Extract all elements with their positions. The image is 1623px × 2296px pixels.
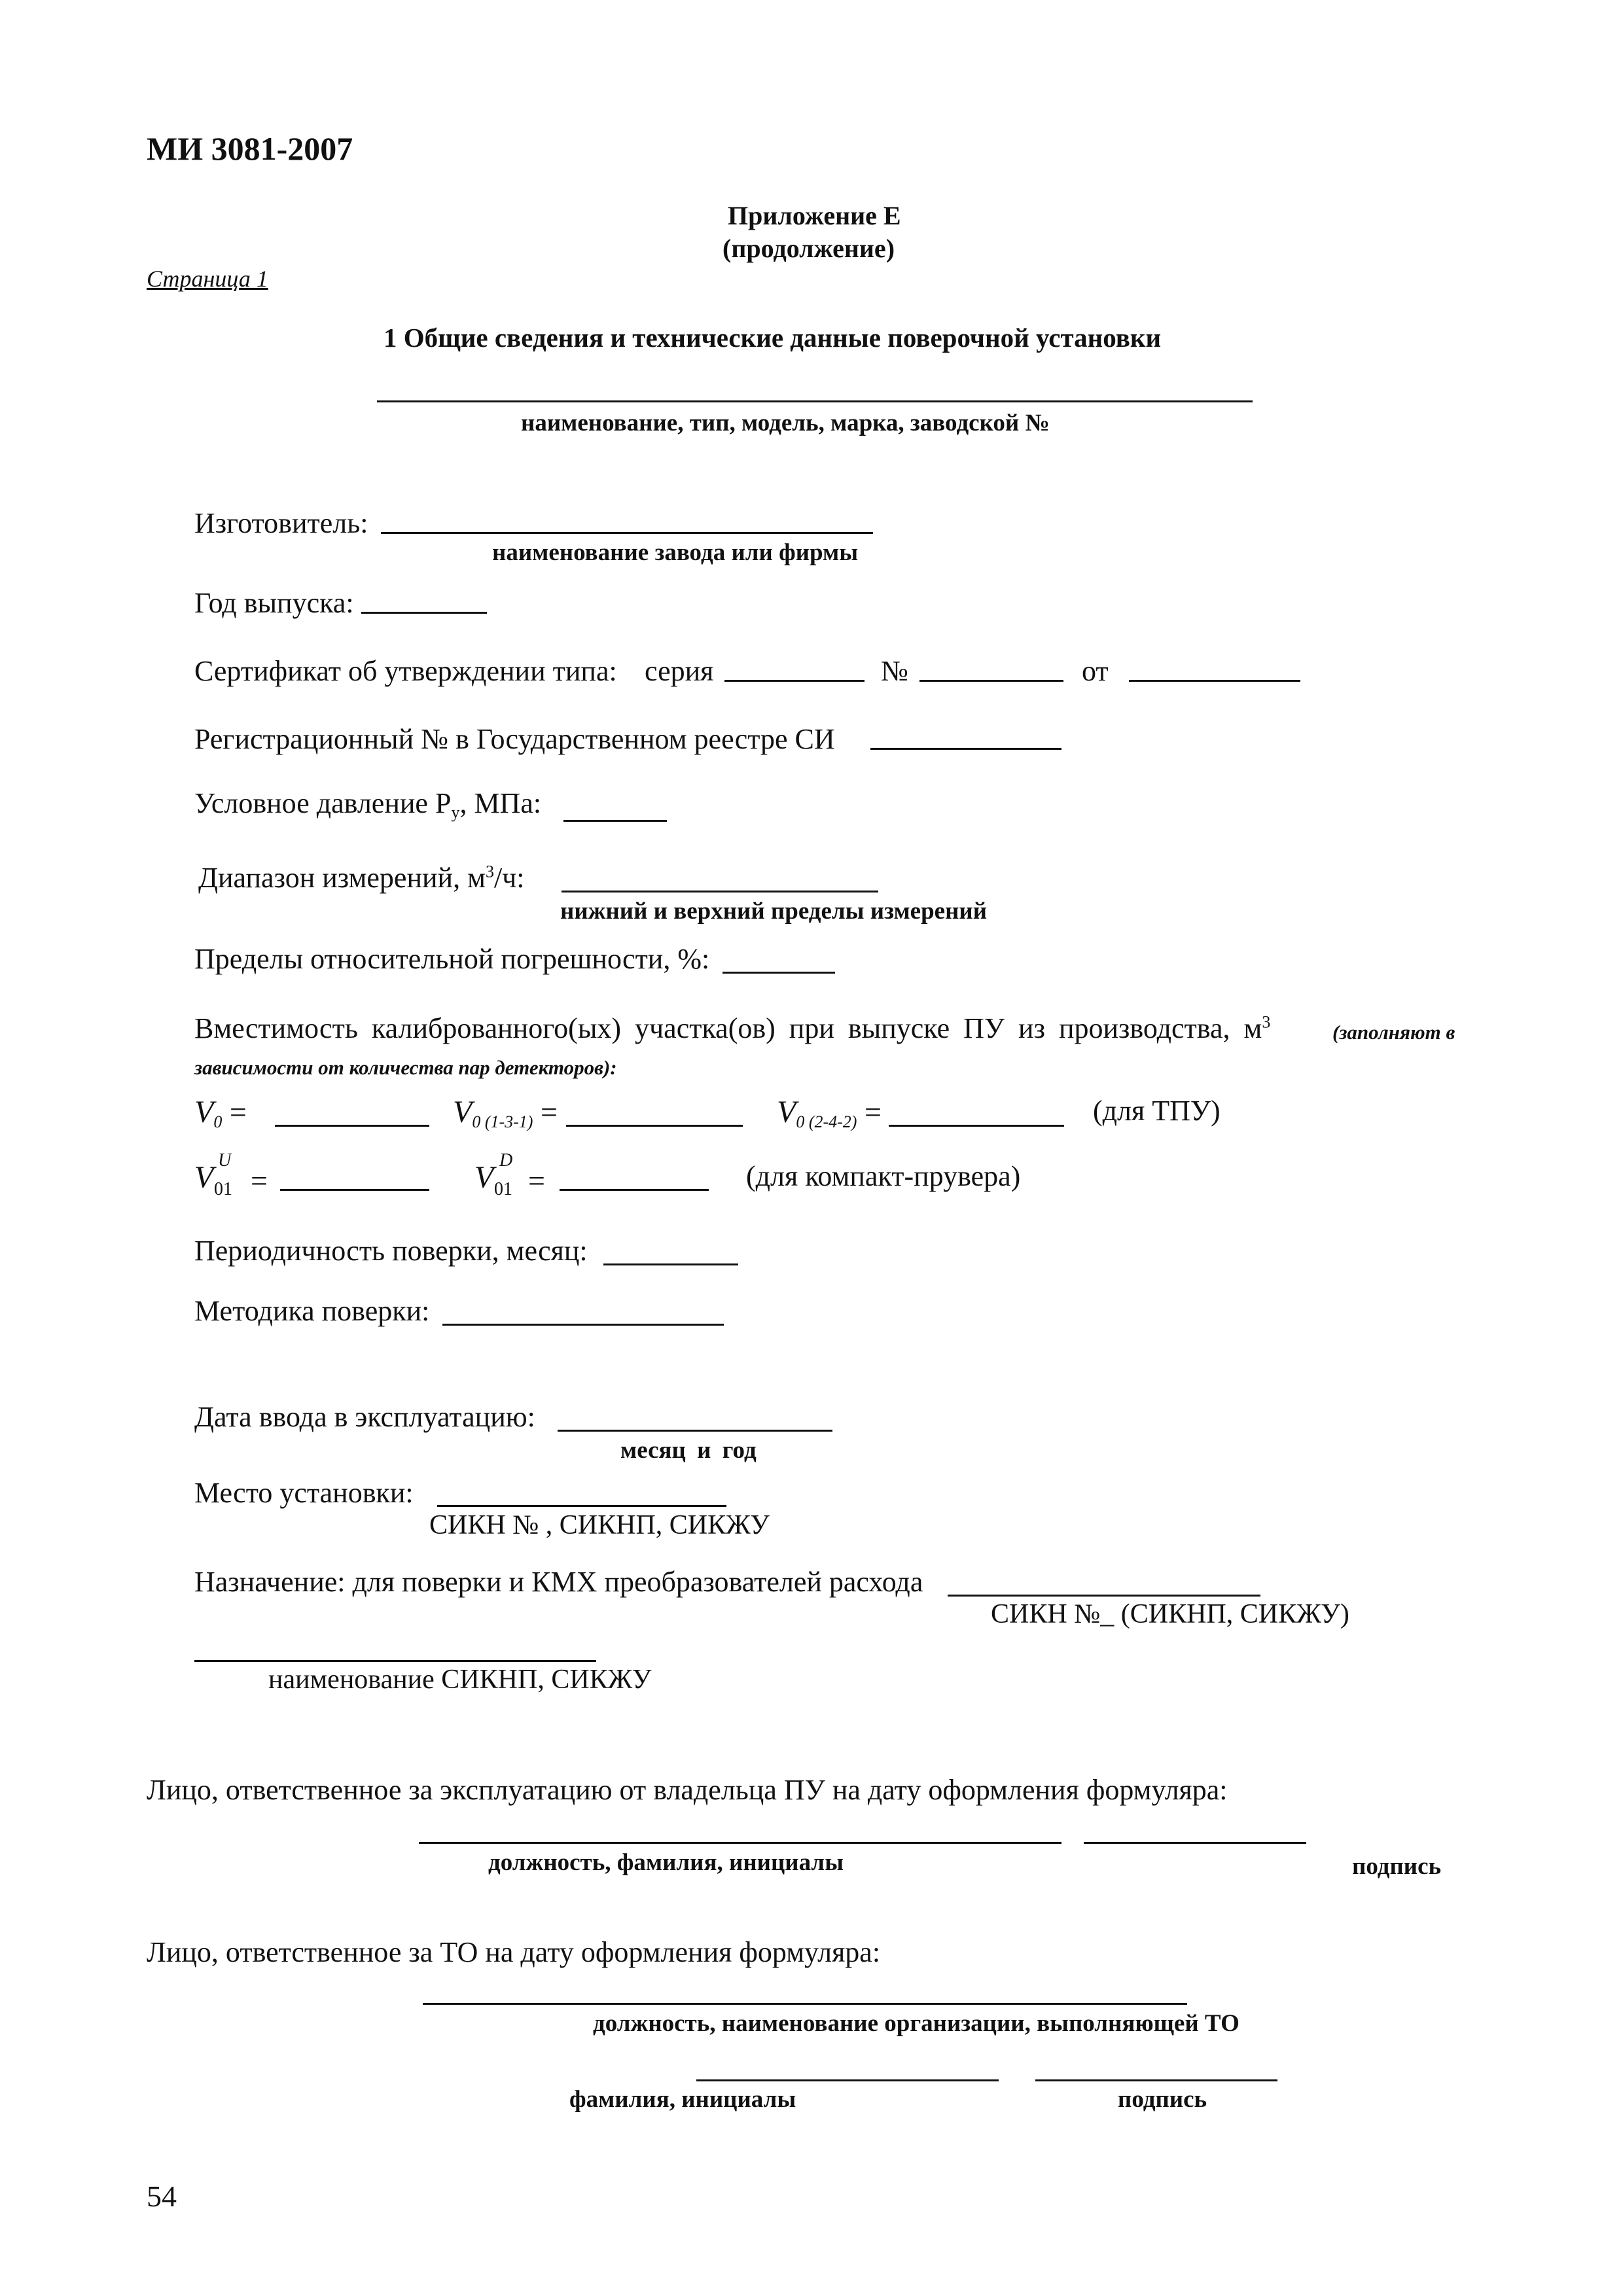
v0-label: $V_0$ = [194, 1095, 247, 1131]
error-limits-label: Пределы относительной погрешности, %: [194, 943, 710, 975]
method-field[interactable] [442, 1324, 724, 1326]
for-tpu-label: (для ТПУ) [1093, 1095, 1221, 1127]
registration-field[interactable] [870, 748, 1061, 750]
appendix-title: Приложение Е [728, 201, 901, 230]
error-limits-field[interactable] [722, 972, 835, 974]
manufacturer-caption: наименование завода или фирмы [492, 539, 859, 566]
signature-caption-1: подпись [1352, 1853, 1442, 1880]
commission-date-field[interactable] [558, 1430, 832, 1432]
series-field[interactable] [724, 680, 865, 682]
section-title: 1 Общие сведения и технические данные поверочной установки [383, 323, 1162, 353]
manufacturer-label: Изготовитель: [194, 507, 368, 539]
surname-caption: фамилия, инициалы [569, 2086, 796, 2113]
to-position-field[interactable] [423, 2003, 1187, 2005]
name-type-caption: наименование, тип, модель, марка, заводской № [521, 410, 1050, 436]
vu-label: V U 01 = [194, 1150, 268, 1199]
interval-label: Периодичность поверки, месяц: [194, 1235, 588, 1267]
purpose-label: Назначение: для поверки и КМХ преобразователей расхода [194, 1566, 923, 1598]
capacity-note-2: зависимости от количества пар детекторов): [194, 1056, 617, 1079]
for-compact-label: (для компакт-прувера) [746, 1160, 1021, 1192]
certificate-from-label: от [1082, 655, 1109, 687]
purpose-sikn-caption: СИКН №_ (СИКНП, СИКЖУ) [991, 1599, 1349, 1629]
purpose-name-caption: наименование СИКНП, СИКЖУ [268, 1665, 652, 1695]
responsible-position-field[interactable] [419, 1842, 1061, 1844]
position-name-caption: должность, фамилия, инициалы [488, 1849, 844, 1876]
responsible-to-label: Лицо, ответственное за ТО на дату оформления формуляра: [147, 1936, 881, 1968]
vu-field[interactable] [280, 1189, 429, 1191]
certificate-date-field[interactable] [1129, 680, 1300, 682]
v0-131-label: $V_{0 (1-3-1)}$ = [453, 1095, 558, 1131]
v0-242-field[interactable] [889, 1125, 1064, 1127]
signature-caption-2: подпись [1118, 2086, 1207, 2113]
interval-field[interactable] [603, 1263, 738, 1265]
to-surname-field[interactable] [696, 2079, 999, 2081]
document-code: МИ 3081-2007 [147, 130, 353, 167]
page-label: Страница 1 [147, 266, 268, 292]
location-field[interactable] [437, 1505, 726, 1507]
v0-242-label: $V_{0 (2-4-2)}$ = [777, 1095, 882, 1131]
range-caption: нижний и верхний пределы измерений [560, 898, 988, 925]
to-signature-field[interactable] [1035, 2079, 1277, 2081]
pressure-label: Условное давление $Р_у$, МПа: [194, 787, 542, 822]
range-label: Диапазон измерений, $м^3/ч$: [198, 862, 525, 894]
location-label: Место установки: [194, 1477, 414, 1509]
appendix-continuation: (продолжение) [722, 234, 895, 263]
manufacturer-field[interactable] [381, 532, 873, 534]
year-field[interactable] [361, 612, 487, 614]
page-number: 54 [147, 2180, 177, 2213]
range-field[interactable] [562, 891, 878, 892]
commission-date-label: Дата ввода в эксплуатацию: [194, 1401, 535, 1433]
method-label: Методика поверки: [194, 1295, 430, 1327]
v0-field[interactable] [275, 1125, 429, 1127]
registration-label: Регистрационный № в Государственном реестре СИ [194, 723, 835, 755]
certificate-label: Сертификат об утверждении типа: [194, 655, 617, 687]
capacity-note-1: (заполняют в [1332, 1021, 1455, 1044]
purpose-name-field[interactable] [194, 1660, 596, 1662]
position-org-caption: должность, наименование организации, выполняющей ТО [593, 2010, 1240, 2037]
certificate-number-label: № [881, 655, 908, 687]
series-label: серия [645, 655, 714, 687]
responsible-operation-label: Лицо, ответственное за эксплуатацию от владельца ПУ на дату оформления формуляра: [147, 1774, 1228, 1806]
vd-label: V D 01 = [474, 1150, 545, 1199]
pressure-field[interactable] [563, 820, 667, 822]
vd-field[interactable] [560, 1189, 709, 1191]
certificate-number-field[interactable] [919, 680, 1063, 682]
responsible-signature-field[interactable] [1084, 1842, 1306, 1844]
month-year-caption: месяц и год [620, 1437, 757, 1464]
name-type-line[interactable] [377, 400, 1253, 402]
year-label: Год выпуска: [194, 587, 354, 619]
v0-131-field[interactable] [566, 1125, 743, 1127]
purpose-field[interactable] [948, 1595, 1260, 1597]
capacity-label: Вместимость калиброванного(ых) участка(ов) при выпуске ПУ из производства, $м^3$ [194, 1012, 1271, 1044]
sikn-caption: СИКН № , СИКНП, СИКЖУ [429, 1510, 770, 1540]
